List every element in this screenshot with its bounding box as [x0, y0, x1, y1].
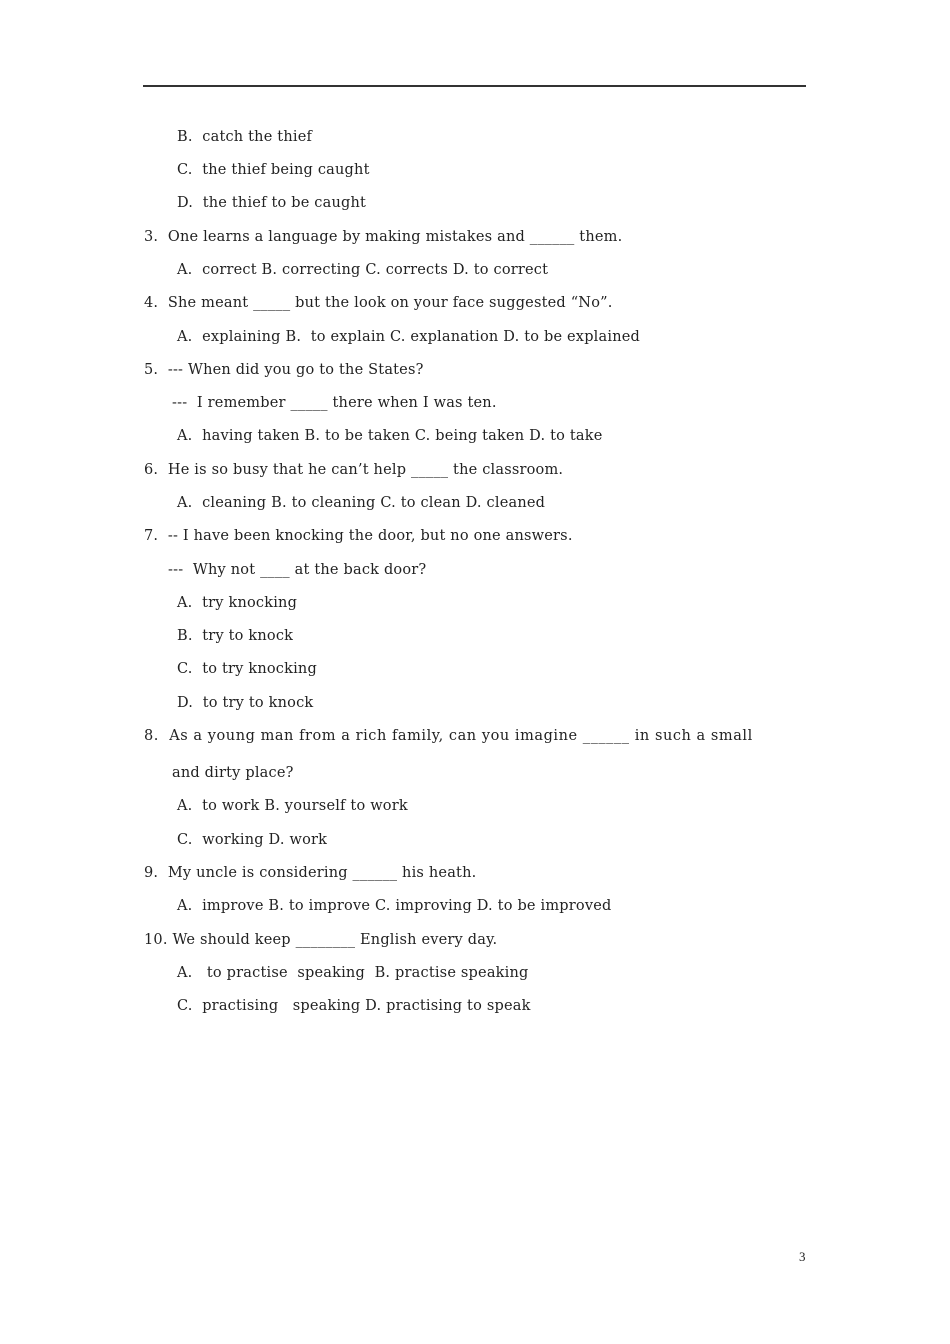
option-line: C. to try knocking [177, 661, 317, 677]
option-line: D. to try to knock [177, 695, 314, 711]
option-line: A. cleaning B. to cleaning C. to clean D. cleaned [177, 495, 546, 511]
option-line: A. improve B. to improve C. improving D. to be improved [177, 898, 612, 914]
option-line: D. the thief to be caught [177, 195, 367, 211]
option-line: A. try knocking [177, 595, 298, 611]
question-line: 10. We should keep ________ English every day. [144, 932, 498, 948]
option-line: A. to work B. yourself to work [177, 798, 408, 814]
dialogue-line: --- Why not ____ at the back door? [168, 562, 427, 578]
option-line: B. catch the thief [177, 129, 313, 145]
question-line: 7. -- I have been knocking the door, but no one answers. [144, 528, 573, 544]
question-continuation: and dirty place? [172, 765, 294, 781]
option-line: C. the thief being caught [177, 162, 370, 178]
option-line: C. practising speaking D. practising to speak [177, 998, 531, 1014]
question-line: 4. She meant _____ but the look on your face suggested “No”. [144, 295, 613, 311]
option-line: C. working D. work [177, 832, 328, 848]
question-line: 5. --- When did you go to the States? [144, 362, 424, 378]
option-line: A. explaining B. to explain C. explanation D. to be explained [177, 329, 640, 345]
option-line: A. having taken B. to be taken C. being taken D. to take [177, 428, 603, 444]
question-line: 9. My uncle is considering ______ his heath. [144, 865, 477, 881]
dialogue-line: --- I remember _____ there when I was ten. [172, 395, 497, 411]
question-line: 3. One learns a language by making mistakes and ______ them. [144, 229, 623, 245]
option-line: A. correct B. correcting C. corrects D. to correct [177, 262, 549, 278]
question-line: 8. As a young man from a rich family, can you imagine ______ in such a small [144, 728, 753, 744]
option-line: B. try to knock [177, 628, 294, 644]
page-number: 3 [799, 1249, 806, 1264]
option-line: A. to practise speaking B. practise speaking [177, 965, 529, 981]
header-rule [143, 85, 806, 87]
question-line: 6. He is so busy that he can’t help _____ the classroom. [144, 462, 564, 478]
